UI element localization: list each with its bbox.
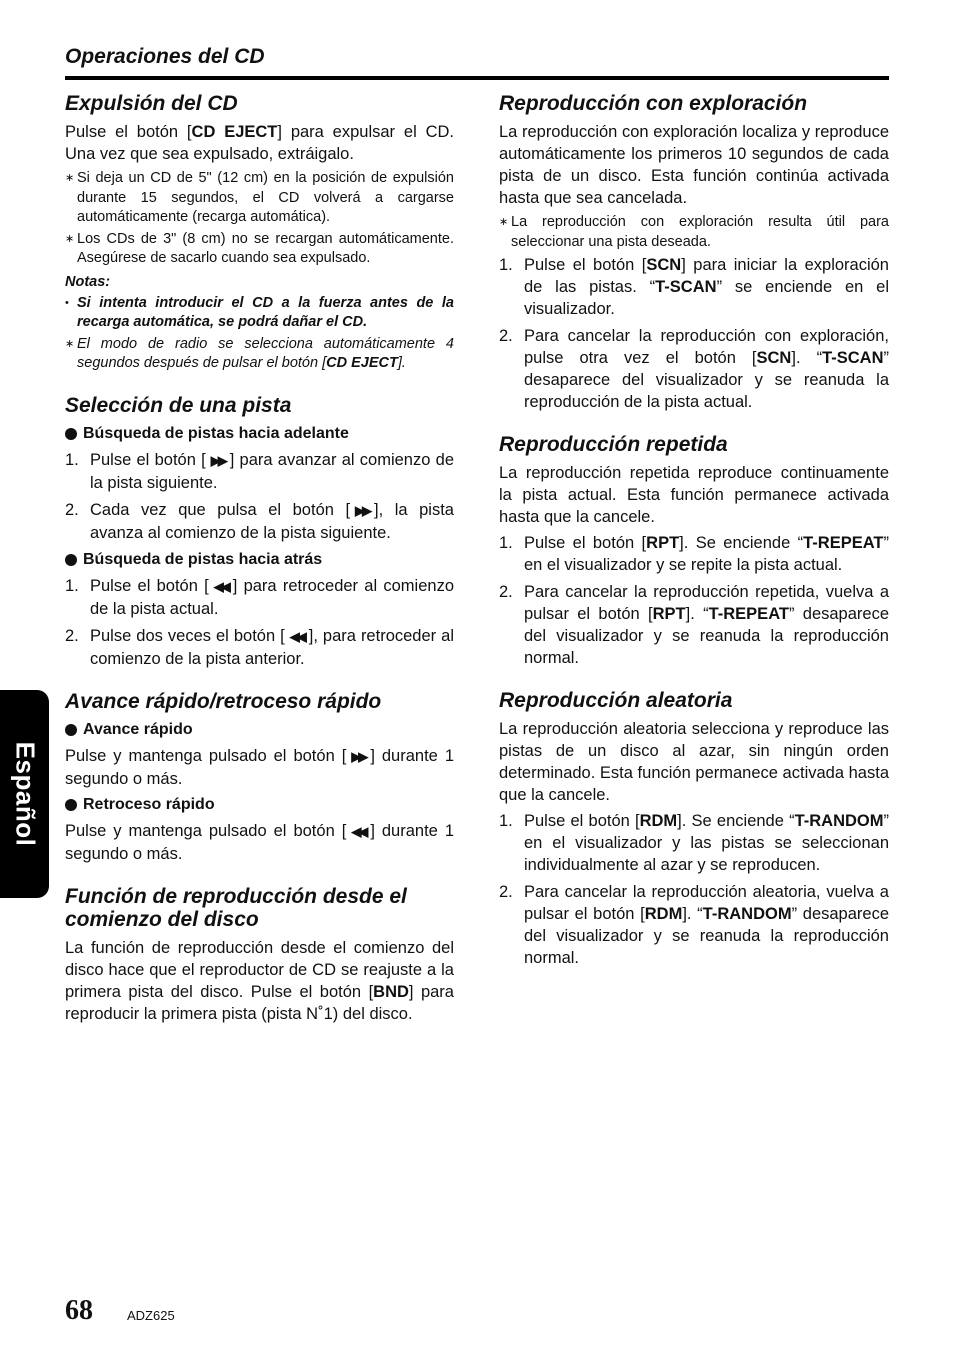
step: 1. Pulse el botón [SCN] para iniciar la exploración de las pistas. “T-SCAN” se enciende en el visualizador. bbox=[499, 256, 889, 318]
section-fast-forward-rewind bbox=[65, 690, 454, 865]
language-label: Español bbox=[10, 741, 40, 847]
page-header-title: Operaciones del CD bbox=[65, 45, 265, 68]
skip-forward-icon: ▶▶ bbox=[210, 452, 225, 468]
section-scan-play bbox=[499, 92, 889, 413]
bullet-dot-icon bbox=[65, 428, 77, 440]
step: 1. Pulse el botón [ ◀◀ ] para retroceder al comienzo de la pista actual. bbox=[65, 576, 454, 618]
section-title: Expulsión del CD bbox=[65, 92, 238, 115]
notes-title: Notas: bbox=[65, 273, 111, 290]
section-title: Selección de una pista bbox=[65, 393, 292, 417]
subheading: Avance rápido bbox=[65, 719, 454, 741]
paragraph: La reproducción aleatoria selecciona y reproduce las pistas de un disco al azar, sin ningún orden determinado. Esta función permanece activada hasta que la cancele. bbox=[499, 720, 889, 804]
header-rule bbox=[65, 76, 889, 80]
note: ∗ Si deja un CD de 5" (12 cm) en la posición de expulsión durante 15 segundos, el CD volverá a cargarse automáticamente (recarga automática). bbox=[65, 170, 454, 225]
section-title: Reproducción aleatoria bbox=[499, 689, 733, 712]
page-number: 68 bbox=[65, 1295, 93, 1326]
model-code: ADZ625 bbox=[127, 1308, 175, 1323]
section-eject bbox=[65, 92, 454, 374]
section-repeat-play bbox=[499, 433, 889, 669]
note: ∗ La reproducción con exploración resulta útil para seleccionar una pista deseada. bbox=[499, 214, 889, 250]
right-column bbox=[499, 92, 889, 989]
bullet-dot-icon bbox=[65, 799, 77, 811]
skip-forward-icon: ▶▶ bbox=[355, 502, 370, 518]
section-title: Reproducción repetida bbox=[499, 433, 728, 456]
step: 1. Pulse el botón [ ▶▶ ] para avanzar al comienzo de la pista siguiente. bbox=[65, 450, 454, 492]
paragraph: La reproducción con exploración localiza y reproduce automáticamente los primeros 10 segundos de cada pista de un disco. Esta función continúa activada hasta que sea cancelada. bbox=[499, 123, 889, 207]
step: 2. Para cancelar la reproducción repetida, vuelva a pulsar el botón [RPT]. “T-REPEAT” desaparece del visualizador y se reanuda la reproducción normal. bbox=[499, 583, 890, 667]
section-random-play bbox=[499, 689, 889, 969]
bullet-dot-icon bbox=[65, 554, 77, 566]
subheading: Búsqueda de pistas hacia adelante bbox=[65, 423, 454, 445]
rewind-icon: ◀◀ bbox=[351, 823, 366, 839]
paragraph: La función de reproducción desde el comienzo del disco hace que el reproductor de CD se reajuste a la primera pista del disco. Pulse el botón [BND] para reproducir la primera pista (pista N˚1) del disco. bbox=[65, 938, 454, 1023]
subheading: Retroceso rápido bbox=[65, 794, 454, 816]
step: 1. Pulse el botón [RPT]. Se enciende “T-REPEAT” en el visualizador y se repite la pista actual. bbox=[499, 534, 890, 574]
section-title: Avance rápido/retroceso rápido bbox=[65, 689, 382, 713]
section-title: Reproducción con exploración bbox=[499, 92, 808, 115]
bullet-dot-icon bbox=[65, 724, 77, 736]
paragraph: La reproducción repetida reproduce continuamente la pista actual. Esta función permanece activada hasta que la cancele. bbox=[499, 464, 889, 526]
section-track-select bbox=[65, 394, 454, 670]
section-play-from-beginning bbox=[65, 885, 454, 1025]
step: 1. Pulse el botón [RDM]. Se enciende “T-RANDOM” en el visualizador y las pistas se seleccionan individualmente al azar y se reproducen. bbox=[499, 812, 889, 874]
fast-forward-icon: ▶▶ bbox=[351, 748, 366, 764]
paragraph: Pulse el botón [CD EJECT] para expulsar el CD. Una vez que sea expulsado, extráigalo. bbox=[65, 123, 454, 163]
language-side-tab bbox=[0, 690, 49, 898]
paragraph: Pulse y mantenga pulsado el botón [ ▶▶ ] durante 1 segundo o más. bbox=[65, 746, 454, 788]
step: 2. Para cancelar la reproducción aleatoria, vuelva a pulsar el botón [RDM]. “T-RANDOM” desaparece del visualizador y se reanuda la reproducción normal. bbox=[499, 883, 889, 967]
nota: ∗ El modo de radio se selecciona automáticamente 4 segundos después de pulsar el botón [CD EJECT]. bbox=[65, 335, 454, 371]
step: 2. Cada vez que pulsa el botón [ ▶▶ ], la pista avanza al comienzo de la pista siguiente. bbox=[65, 500, 454, 542]
skip-back-icon: ◀◀ bbox=[289, 628, 304, 644]
step: 2. Pulse dos veces el botón [ ◀◀ ], para retroceder al comienzo de la pista anterior. bbox=[65, 626, 454, 668]
section-title: Función de reproducción desde el comienzo del disco bbox=[65, 884, 407, 931]
note: ∗ Los CDs de 3" (8 cm) no se recargan automáticamente. Asegúrese de sacarlo cuando sea expulsado. bbox=[65, 230, 454, 266]
paragraph: Pulse y mantenga pulsado el botón [ ◀◀ ] durante 1 segundo o más. bbox=[65, 821, 454, 863]
left-column bbox=[65, 92, 454, 1045]
step: 2. Para cancelar la reproducción con exploración, pulse otra vez el botón [SCN]. “T-SCAN” desaparece del visualizador y se reanuda la reproducción de la pista actual. bbox=[499, 327, 889, 411]
nota: • Si intenta introducir el CD a la fuerza antes de la recarga automática, se podrá dañar el CD. bbox=[65, 294, 454, 330]
skip-back-icon: ◀◀ bbox=[213, 578, 228, 594]
subheading: Búsqueda de pistas hacia atrás bbox=[65, 549, 454, 571]
